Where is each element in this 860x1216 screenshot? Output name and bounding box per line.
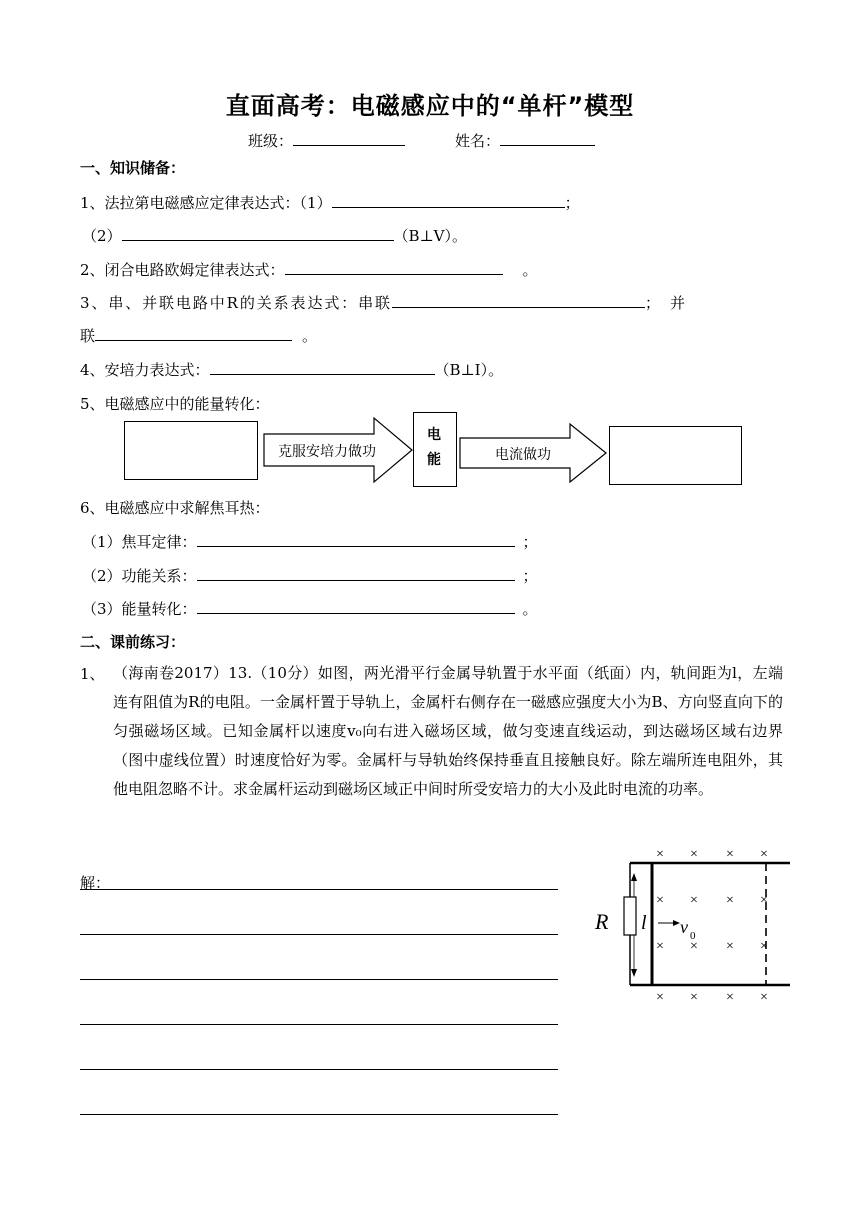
rail-circuit-figure xyxy=(590,845,795,1005)
field-mark: × xyxy=(726,990,734,1005)
field-mark: × xyxy=(690,847,698,862)
field-mark: × xyxy=(760,939,768,954)
item2-blank[interactable] xyxy=(285,260,503,275)
length-label: l xyxy=(641,912,647,934)
answer-line[interactable] xyxy=(80,1114,558,1115)
field-mark: × xyxy=(656,893,664,908)
problem-text: （海南卷2017）13.（10分）如图，两光滑平行金属导轨置于水平面（纸面）内，轨间距为l，左端连有阻值为R的电阻。一金属杆置于导轨上，金属杆右侧存在一磁感应强度大小为B、方向竖直向下的匀强磁场区域。已知金属杆以速度v₀向右进入磁场区域，做匀变速直线运动，到达磁场区域右边界（图中虚线位置）时速度恰好为零。金属杆与导轨始终保持垂直且接触良好。除左端所连电阻外，其他电阻忽略不计。求金属杆运动到磁场区域正中间时所受安培力的大小及此时电流的功率。 xyxy=(113,664,783,798)
name-label: 姓名： xyxy=(455,132,501,150)
field-mark: × xyxy=(726,847,734,862)
field-mark: × xyxy=(656,939,664,954)
answer-line[interactable] xyxy=(80,1069,558,1070)
class-field xyxy=(248,130,405,151)
answer-line[interactable] xyxy=(80,979,558,980)
velocity-subscript: 0 xyxy=(690,930,696,942)
problem-number: 1、 xyxy=(80,665,105,683)
field-mark: × xyxy=(726,939,734,954)
item4-end: （B⊥I）。 xyxy=(434,361,504,379)
field-mark: × xyxy=(656,990,664,1005)
item2-text: 2、闭合电路欧姆定律表达式： xyxy=(80,261,285,279)
item3-a-blank[interactable] xyxy=(392,293,645,308)
item6-3-text: （3）能量转化： xyxy=(82,600,197,618)
item6-2-line xyxy=(82,565,538,586)
item2-line xyxy=(80,259,538,280)
item5-text: 5、电磁感应中的能量转化： xyxy=(80,395,270,413)
field-mark: × xyxy=(760,847,768,862)
field-mark: × xyxy=(726,893,734,908)
field-mark: × xyxy=(690,990,698,1005)
field-mark: × xyxy=(760,990,768,1005)
energy-box-left[interactable] xyxy=(124,421,258,480)
item4-text: 4、安培力表达式： xyxy=(80,361,210,379)
item6-1-blank[interactable] xyxy=(197,532,515,547)
name-blank[interactable] xyxy=(500,131,595,146)
item3-line-b xyxy=(80,325,317,346)
velocity-label: v xyxy=(680,917,688,937)
energy-box-right[interactable] xyxy=(609,426,742,485)
item1-b-blank[interactable] xyxy=(122,226,394,241)
item1-b-end: （B⊥V）。 xyxy=(393,227,468,245)
answer-line[interactable] xyxy=(80,1024,558,1025)
item6-2-end: ； xyxy=(522,567,538,585)
item6-1-text: （1）焦耳定律： xyxy=(82,533,197,551)
item6-1-end: ； xyxy=(522,533,538,551)
answer-line[interactable] xyxy=(80,889,558,890)
item6-3-line xyxy=(82,598,538,619)
item3-b-blank[interactable] xyxy=(95,326,292,341)
answer-line[interactable] xyxy=(80,934,558,935)
item6-text: 6、电磁感应中求解焦耳热： xyxy=(80,499,270,517)
middle-box-char1: 电 xyxy=(427,427,441,443)
middle-box-char2: 能 xyxy=(427,452,441,468)
field-mark: × xyxy=(760,893,768,908)
item6-1-line xyxy=(82,531,538,552)
item2-end: 。 xyxy=(522,261,538,279)
item1-a-blank[interactable] xyxy=(332,193,565,208)
answer-label: 解： xyxy=(80,874,111,892)
item3-a-text: 3、串、并联电路中R的关系表达式：串联 xyxy=(80,294,392,312)
item6-2-blank[interactable] xyxy=(197,566,515,581)
arrow2-label: 电流做功 xyxy=(495,447,551,463)
item1-a-text: 1、法拉第电磁感应定律表达式：（1） xyxy=(80,194,332,212)
name-field xyxy=(455,130,595,151)
item3-a-end: ；并 xyxy=(644,294,695,312)
item6-3-blank[interactable] xyxy=(197,599,515,614)
resistor-label: R xyxy=(595,909,609,934)
field-mark: × xyxy=(690,939,698,954)
item1-line-a xyxy=(80,192,580,213)
item4-line xyxy=(80,359,503,380)
item1-a-end: ； xyxy=(564,194,580,212)
class-label: 班级： xyxy=(248,132,294,150)
item3-b-text: 联 xyxy=(80,327,96,345)
item4-blank[interactable] xyxy=(210,360,435,375)
item3-b-end: 。 xyxy=(302,327,318,345)
page-title: 直面高考：电磁感应中的“单杆”模型 xyxy=(225,92,635,120)
item1-b-text: （2） xyxy=(82,227,122,245)
resistor-icon xyxy=(624,897,636,935)
field-mark: × xyxy=(656,847,664,862)
item3-line-a xyxy=(80,292,695,313)
section2-heading: 二、课前练习： xyxy=(80,633,186,651)
section1-heading: 一、知识储备： xyxy=(80,159,186,177)
item6-2-text: （2）功能关系： xyxy=(82,567,197,585)
item1-line-b xyxy=(82,225,467,246)
class-blank[interactable] xyxy=(293,131,405,146)
field-mark: × xyxy=(690,893,698,908)
item6-3-end: 。 xyxy=(522,600,538,618)
arrow1-label: 克服安培力做功 xyxy=(278,444,376,460)
